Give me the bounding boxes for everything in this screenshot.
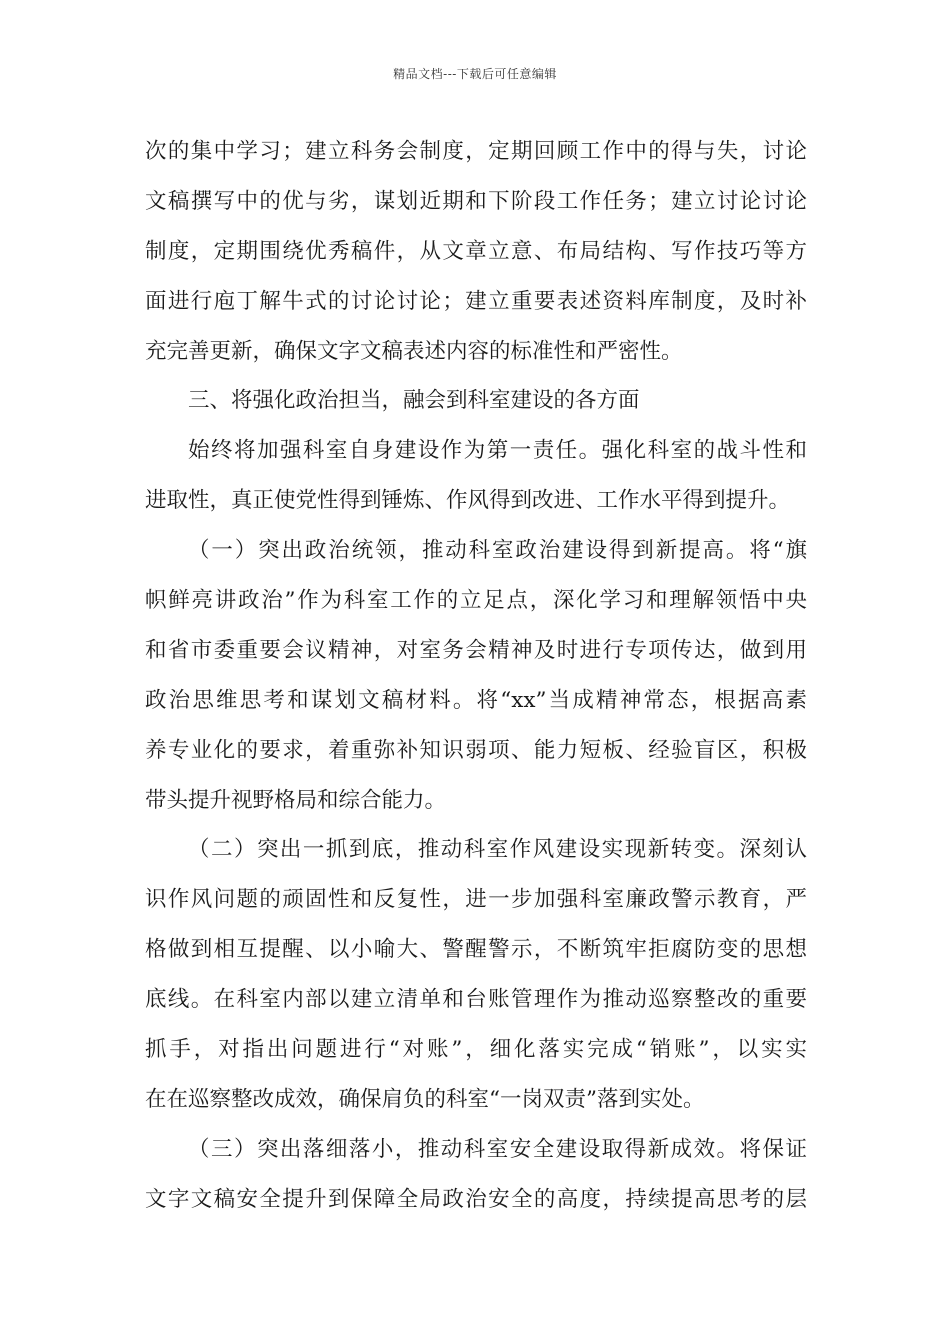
text-line: 抓手，对指出问题进行“对账”，细化落实完成“销账”，以实实 — [145, 1037, 807, 1063]
text-line: 养专业化的要求，着重弥补知识弱项、能力短板、经验盲区，积极 — [145, 737, 807, 763]
text-line: （一）突出政治统领，推动科室政治建设得到新提高。将“旗 — [188, 538, 807, 564]
text-line: 充完善更新，确保文字文稿表述内容的标准性和严密性。 — [145, 338, 683, 364]
text-line: （二）突出一抓到底，推动科室作风建设实现新转变。深刻认 — [188, 837, 807, 863]
text-line: 进取性，真正使党性得到锤炼、作风得到改进、工作水平得到提升。 — [145, 488, 791, 514]
text-line: 制度，定期围绕优秀稿件，从文章立意、布局结构、写作技巧等方 — [145, 238, 807, 264]
text-line: 底线。在科室内部以建立清单和台账管理作为推动巡察整改的重要 — [145, 987, 807, 1013]
text-line: 三、将强化政治担当，融会到科室建设的各方面 — [188, 388, 640, 414]
text-line: 始终将加强科室自身建设作为第一责任。强化科室的战斗性和 — [188, 438, 807, 464]
text-line: 带头提升视野格局和综合能力。 — [145, 787, 447, 813]
text-line: 帜鲜亮讲政治”作为科室工作的立足点，深化学习和理解领悟中央 — [145, 588, 807, 614]
text-line: 和省市委重要会议精神，对室务会精神及时进行专项传达，做到用 — [145, 637, 807, 663]
text-line: 在在巡察整改成效，确保肩负的科室“一岗双责”落到实处。 — [145, 1086, 705, 1112]
text-line: 文字文稿安全提升到保障全局政治安全的高度，持续提高思考的层 — [145, 1186, 807, 1212]
text-line: 政治思维思考和谋划文稿材料。将“xx”当成精神常态，根据高素 — [145, 687, 807, 713]
text-line: 格做到相互提醒、以小喻大、警醒警示，不断筑牢拒腐防变的思想 — [145, 937, 807, 963]
text-line: 次的集中学习；建立科务会制度，定期回顾工作中的得与失，讨论 — [145, 139, 807, 164]
text-line: 面进行庖丁解牛式的讨论讨论；建立重要表述资料库制度，及时补 — [145, 288, 807, 314]
text-line: （三）突出落细落小，推动科室安全建设取得新成效。将保证 — [188, 1136, 807, 1162]
document-body — [145, 127, 807, 1225]
text-line: 识作风问题的顽固性和反复性，进一步加强科室廉政警示教育，严 — [145, 887, 807, 913]
text-line: 文稿撰写中的优与劣，谋划近期和下阶段工作任务；建立讨论讨论 — [145, 188, 807, 214]
page-header: 精品文档---下载后可任意编辑 — [393, 67, 557, 81]
